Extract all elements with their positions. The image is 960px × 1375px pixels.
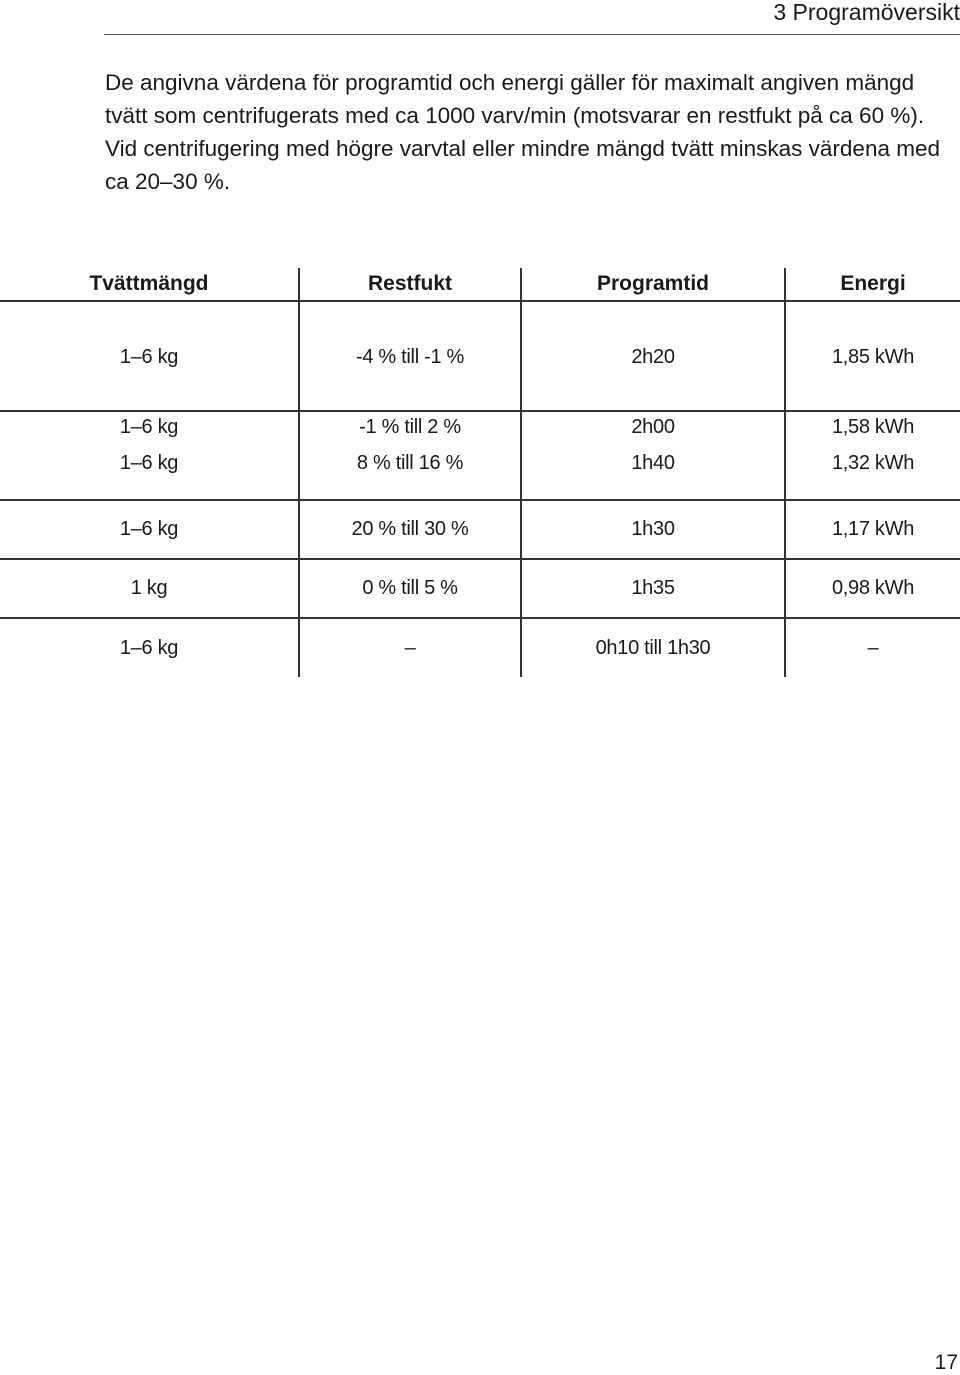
- table-row: [0, 559, 960, 618]
- cell-programtid: 1h40: [521, 442, 785, 500]
- cell-tvattmangd: 1 kg: [0, 559, 299, 618]
- cell-tvattmangd: 1–6 kg: [0, 442, 299, 500]
- cell-energi: 1,85 kWh: [785, 301, 960, 411]
- cell-tvattmangd: 1–6 kg: [119, 636, 179, 659]
- table-row: [0, 301, 960, 411]
- cell-programtid: 2h20: [521, 301, 785, 411]
- cell-tvattmangd: 1–6 kg: [119, 415, 179, 438]
- cell-restfukt: 8 % till 16 %: [299, 442, 521, 500]
- header-restfukt: Restfukt: [299, 268, 521, 301]
- header-tvattmangd: Tvättmängd: [0, 268, 299, 301]
- cell-restfukt: 0 % till 5 %: [299, 559, 521, 618]
- intro-paragraph: De angivna värdena för programtid och energi gäller för maximalt angiven mängd tvätt som centrifugerats med ca 1000 varv/min (motsvarar en restfukt på ca 60 %). Vid centrifugering med högre varvtal eller mindre mängd tvätt minskas värdena med ca 20–30 %.: [105, 70, 940, 194]
- header-programtid: Programtid: [521, 268, 785, 301]
- program-table-container: [0, 268, 960, 677]
- header-divider: [104, 34, 960, 35]
- program-table: [0, 268, 960, 677]
- table-row: [0, 411, 960, 442]
- cell-restfukt: -1 % till 2 %: [299, 411, 521, 442]
- table-row: [0, 618, 960, 677]
- cell-energi: 1,17 kWh: [785, 500, 960, 559]
- table-row: [0, 500, 960, 559]
- cell-programtid: 1h30: [521, 500, 785, 559]
- cell-programtid: 2h00: [521, 411, 785, 442]
- cell-programtid: 0h10 till 1h30: [521, 618, 785, 677]
- cell-tvattmangd: 1–6 kg: [0, 500, 299, 559]
- section-title: 3 Programöversikt: [773, 0, 960, 25]
- cell-energi: 0,98 kWh: [785, 559, 960, 618]
- cell-programtid: 1h35: [521, 559, 785, 618]
- cell-energi: 1,58 kWh: [785, 411, 960, 442]
- header-energi: Energi: [785, 268, 960, 301]
- cell-restfukt: -4 % till -1 %: [299, 301, 521, 411]
- table-row: [0, 442, 960, 500]
- page-number: 17: [934, 1351, 958, 1374]
- cell-energi: 1,32 kWh: [785, 442, 960, 500]
- cell-energi: –: [785, 618, 960, 677]
- cell-restfukt: 20 % till 30 %: [299, 500, 521, 559]
- table-header-row: [0, 268, 960, 301]
- cell-restfukt: –: [299, 618, 521, 677]
- cell-tvattmangd: 1–6 kg: [0, 301, 299, 411]
